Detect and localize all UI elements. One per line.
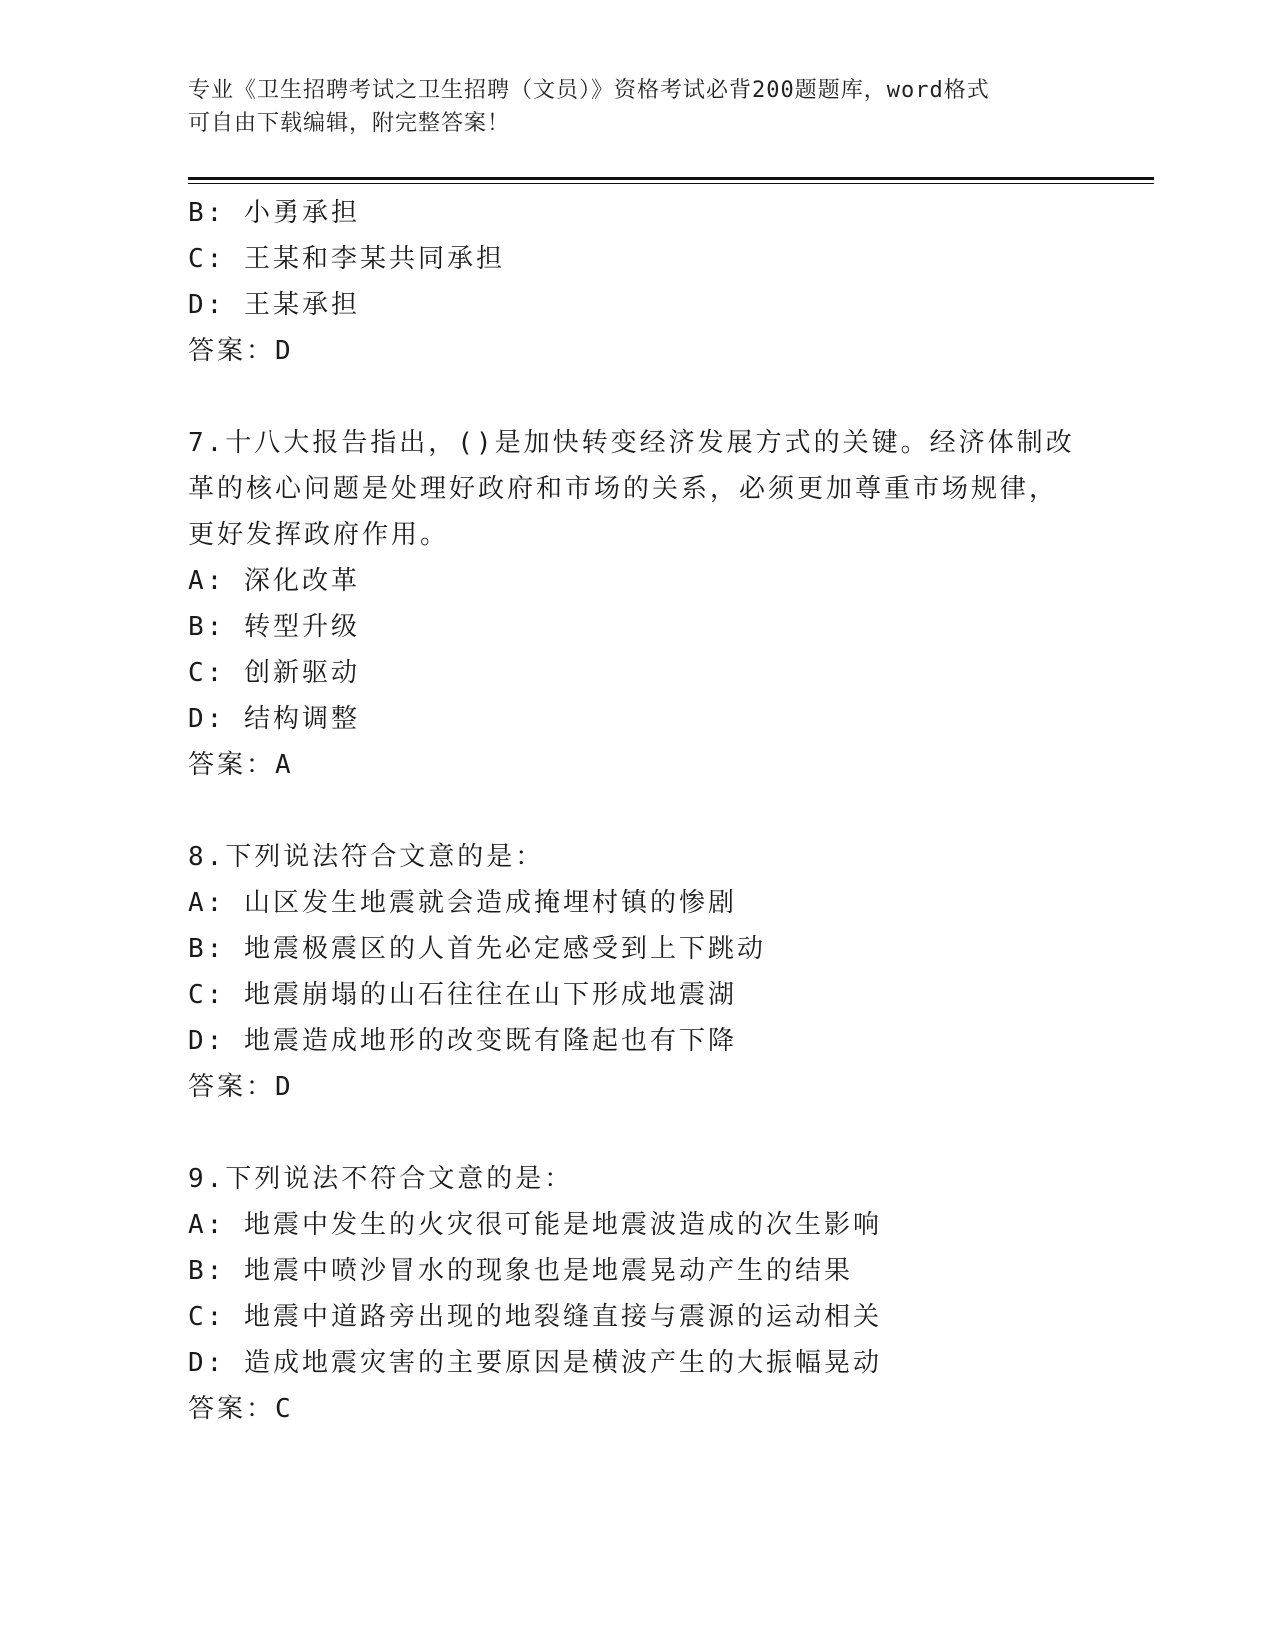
spacer [188,788,1088,834]
question-stem-line: 9.下列说法不符合文意的是： [188,1164,574,1194]
option-d: D: 结构调整 [188,704,360,734]
document-body [188,190,1088,1432]
option-c: C: 王某和李某共同承担 [188,244,505,274]
option-d: D: 王某承担 [188,290,360,320]
spacer [188,374,1088,420]
header-line-2: 可自由下载编辑，附完整答案！ [188,111,511,136]
option-c: C: 创新驱动 [188,658,360,688]
header-divider-thin [188,183,1154,184]
question-block-prev [188,190,1088,374]
option-b: B: 转型升级 [188,612,360,642]
option-b: B: 地震中喷沙冒水的现象也是地震晃动产生的结果 [188,1256,853,1286]
question-block-9 [188,1156,1088,1432]
answer-line: 答案：D [188,1072,294,1102]
question-stem-line: 更好发挥政府作用。 [188,520,450,550]
option-a: A: 深化改革 [188,566,360,596]
question-block-7 [188,420,1088,788]
answer-line: 答案：C [188,1394,294,1424]
option-b: B: 地震极震区的人首先必定感受到上下跳动 [188,934,766,964]
option-b: B: 小勇承担 [188,198,360,228]
question-stem-line: 8.下列说法符合文意的是： [188,842,545,872]
option-c: C: 地震中道路旁出现的地裂缝直接与震源的运动相关 [188,1302,882,1332]
answer-line: 答案：D [188,336,294,366]
option-c: C: 地震崩塌的山石往往在山下形成地震湖 [188,980,737,1010]
option-a: A: 地震中发生的火灾很可能是地震波造成的次生影响 [188,1210,882,1240]
header-line-1: 专业《卫生招聘考试之卫生招聘（文员）》资格考试必背200题题库，word格式 [188,78,990,103]
header-divider-thick [188,177,1154,180]
option-a: A: 山区发生地震就会造成掩埋村镇的惨剧 [188,888,737,918]
spacer [188,1110,1088,1156]
option-d: D: 造成地震灾害的主要原因是横波产生的大振幅晃动 [188,1348,882,1378]
question-block-8 [188,834,1088,1110]
document-header [188,74,1088,140]
answer-line: 答案：A [188,750,294,780]
question-stem-line: 7.十八大报告指出，()是加快转变经济发展方式的关键。经济体制改 [188,428,1075,458]
option-d: D: 地震造成地形的改变既有隆起也有下降 [188,1026,737,1056]
question-stem-line: 革的核心问题是处理好政府和市场的关系，必须更加尊重市场规律， [188,474,1059,504]
